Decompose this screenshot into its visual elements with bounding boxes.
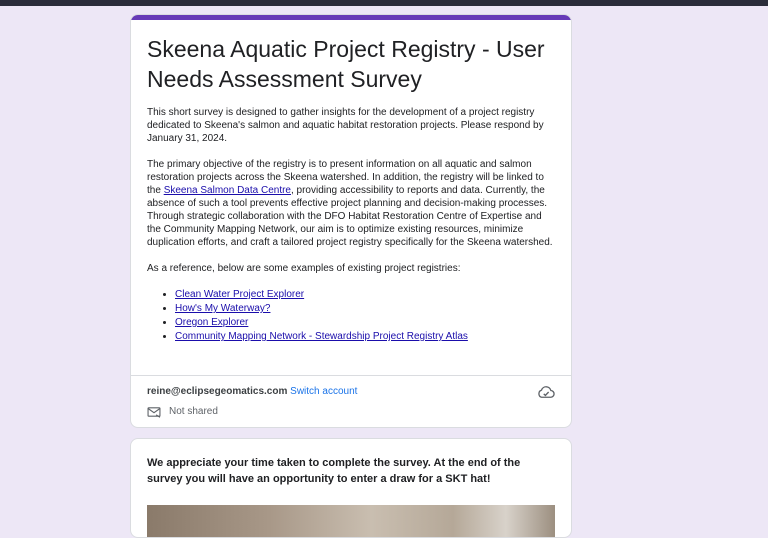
form-accent-bar <box>130 14 572 20</box>
hows-my-waterway-link[interactable]: How's My Waterway? <box>175 303 271 314</box>
reference-links-list <box>147 288 555 344</box>
skeena-data-centre-link[interactable]: Skeena Salmon Data Centre <box>163 185 291 196</box>
account-row <box>147 385 357 399</box>
list-item <box>175 330 555 344</box>
section-card <box>130 438 572 538</box>
shared-status-text: Not shared <box>169 406 218 417</box>
form-header-card <box>130 14 572 428</box>
account-email: reine@eclipsegeomatics.com <box>147 386 288 397</box>
objective-text-after: , providing accessibility to reports and data. Currently, the absence of such a tool prevents effective project planning and decision-making processes. Through strategic collaboration with the DFO Habitat Restoration Centre of Expertise and the Community Mapping Network, our aim is to optimize existing resources, minimize duplication efforts, and craft a tailored project registry specifically for the Skeena watershed. <box>147 185 553 248</box>
oregon-explorer-link[interactable]: Oregon Explorer <box>175 317 249 328</box>
browser-top-bar <box>0 0 768 6</box>
list-item <box>175 302 555 316</box>
mail-off-icon <box>147 406 161 418</box>
community-mapping-link[interactable]: Community Mapping Network - Stewardship Project Registry Atlas <box>175 331 468 342</box>
reference-intro: As a reference, below are some examples of existing project registries: <box>147 263 461 274</box>
header-divider <box>131 375 571 376</box>
objective-paragraph <box>147 158 555 249</box>
section-description: We appreciate your time taken to complete the survey. At the end of the survey you will have an opportunity to enter a draw for a SKT hat! <box>147 457 521 485</box>
form-description <box>147 106 555 344</box>
not-shared-row <box>147 405 218 419</box>
list-item <box>175 288 555 302</box>
objective-text-before: The primary objective of the registry is to present information on all aquatic and salmon restoration projects across the Skeena watershed. In addition, the registry will be linked to the <box>147 159 544 196</box>
switch-account-link[interactable]: Switch account <box>290 386 358 397</box>
intro-paragraph: This short survey is designed to gather insights for the development of a project registry dedicated to Skeena's salmon and aquatic habitat restoration projects. Please respond by January 31, 2024. <box>147 107 544 144</box>
section-image <box>147 505 555 538</box>
form-title: Skeena Aquatic Project Registry - User Needs Assessment Survey <box>147 36 545 92</box>
list-item <box>175 316 555 330</box>
cloud-icon[interactable] <box>537 385 555 399</box>
clean-water-link[interactable]: Clean Water Project Explorer <box>175 289 305 300</box>
